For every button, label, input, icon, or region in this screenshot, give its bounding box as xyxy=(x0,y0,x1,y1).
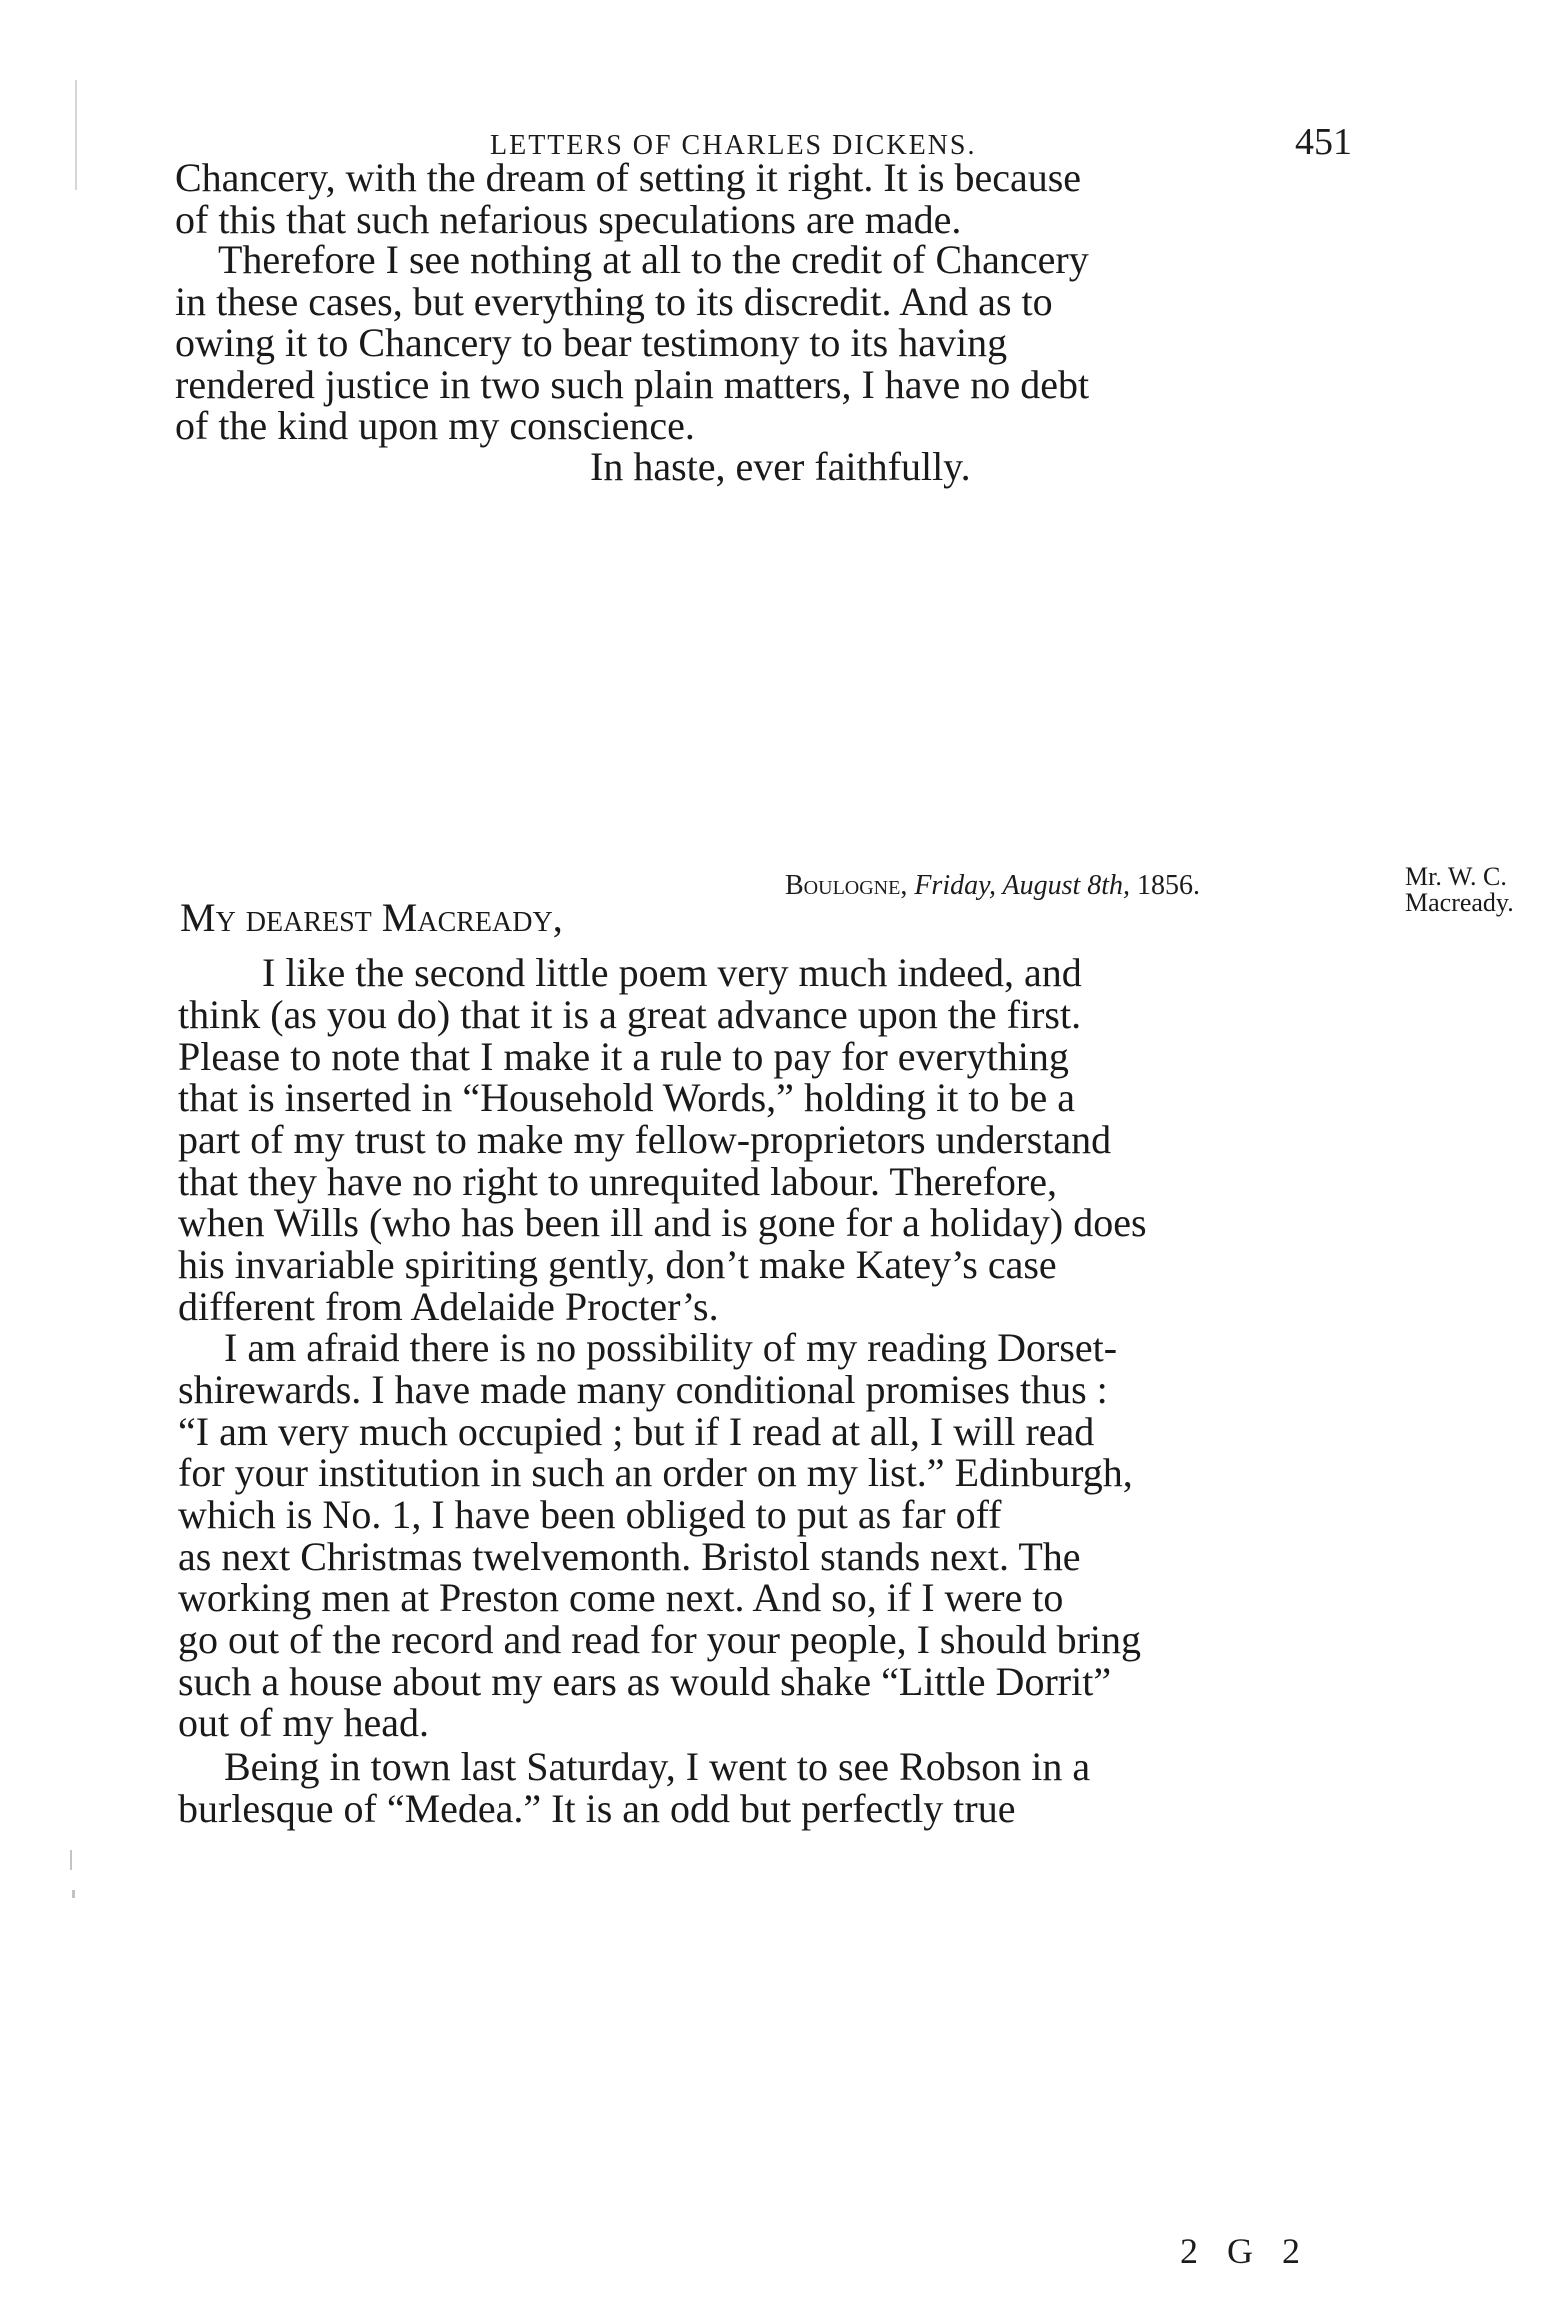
text-line: as next Christmas twelvemonth. Bristol stands next. The xyxy=(178,1534,1081,1579)
text-line: Please to note that I make it a rule to pay for everything xyxy=(178,1034,1069,1079)
scan-margin-mark xyxy=(72,1890,75,1898)
text-line: such a house about my ears as would shake “Little Dorrit” xyxy=(178,1659,1112,1704)
text-line: different from Adelaide Procter’s. xyxy=(178,1284,719,1329)
text-line: in these cases, but everything to its discredit. And as to xyxy=(175,279,1053,324)
text-line: go out of the record and read for your people, I should bring xyxy=(178,1617,1142,1662)
text-line: I like the second little poem very much indeed, and xyxy=(262,950,1082,995)
text-line: think (as you do) that it is a great advance upon the first. xyxy=(178,992,1082,1037)
text-line: out of my head. xyxy=(178,1700,430,1745)
text-line: for your institution in such an order on my list.” Edinburgh, xyxy=(178,1450,1133,1495)
dateline-place: Boulogne, xyxy=(785,870,908,901)
text-line: I am afraid there is no possibility of my reading Dorset- xyxy=(224,1325,1118,1370)
text-line: part of my trust to make my fellow-proprietors understand xyxy=(178,1117,1112,1162)
text-line: owing it to Chancery to bear testimony to its having xyxy=(175,320,1008,365)
text-line: working men at Preston come next. And so, if I were to xyxy=(178,1575,1064,1620)
text-line: Therefore I see nothing at all to the credit of Chancery xyxy=(218,237,1089,282)
text-line: burlesque of “Medea.” It is an odd but perfectly true xyxy=(178,1786,1016,1831)
recipient-margin-note-line1: Mr. W. C. xyxy=(1405,862,1507,891)
text-line: shirewards. I have made many conditional promises thus : xyxy=(178,1367,1108,1412)
text-line: when Wills (who has been ill and is gone for a holiday) does xyxy=(178,1200,1147,1245)
letter-closing: In haste, ever faithfully. xyxy=(590,444,971,489)
dateline-date: Friday, August 8th, xyxy=(914,870,1131,901)
letter-salutation: My dearest Macready, xyxy=(180,895,563,940)
text-line: that is inserted in “Household Words,” holding it to be a xyxy=(178,1075,1076,1120)
text-line: of this that such nefarious speculations are made. xyxy=(175,197,962,242)
text-line: rendered justice in two such plain matters, I have no debt xyxy=(175,362,1090,407)
text-line: of the kind upon my conscience. xyxy=(175,403,695,448)
page-number: 451 xyxy=(1295,121,1352,163)
recipient-margin-note-line2: Macready. xyxy=(1405,888,1514,917)
running-header-title: LETTERS OF CHARLES DICKENS. xyxy=(490,130,977,161)
text-line: “I am very much occupied ; but if I read at all, I will read xyxy=(178,1409,1095,1454)
scan-margin-mark xyxy=(70,1850,72,1870)
dateline-year: 1856. xyxy=(1137,870,1201,901)
signature-mark: 2 G 2 xyxy=(1180,2231,1310,2271)
letter-dateline xyxy=(785,870,1200,902)
text-line: Being in town last Saturday, I went to see Robson in a xyxy=(224,1744,1091,1789)
text-line: that they have no right to unrequited labour. Therefore, xyxy=(178,1159,1057,1204)
scan-margin-mark xyxy=(75,80,77,190)
text-line: which is No. 1, I have been obliged to put as far off xyxy=(178,1492,1002,1537)
text-line: his invariable spiriting gently, don’t make Katey’s case xyxy=(178,1242,1057,1287)
text-line: Chancery, with the dream of setting it right. It is because xyxy=(175,155,1082,200)
